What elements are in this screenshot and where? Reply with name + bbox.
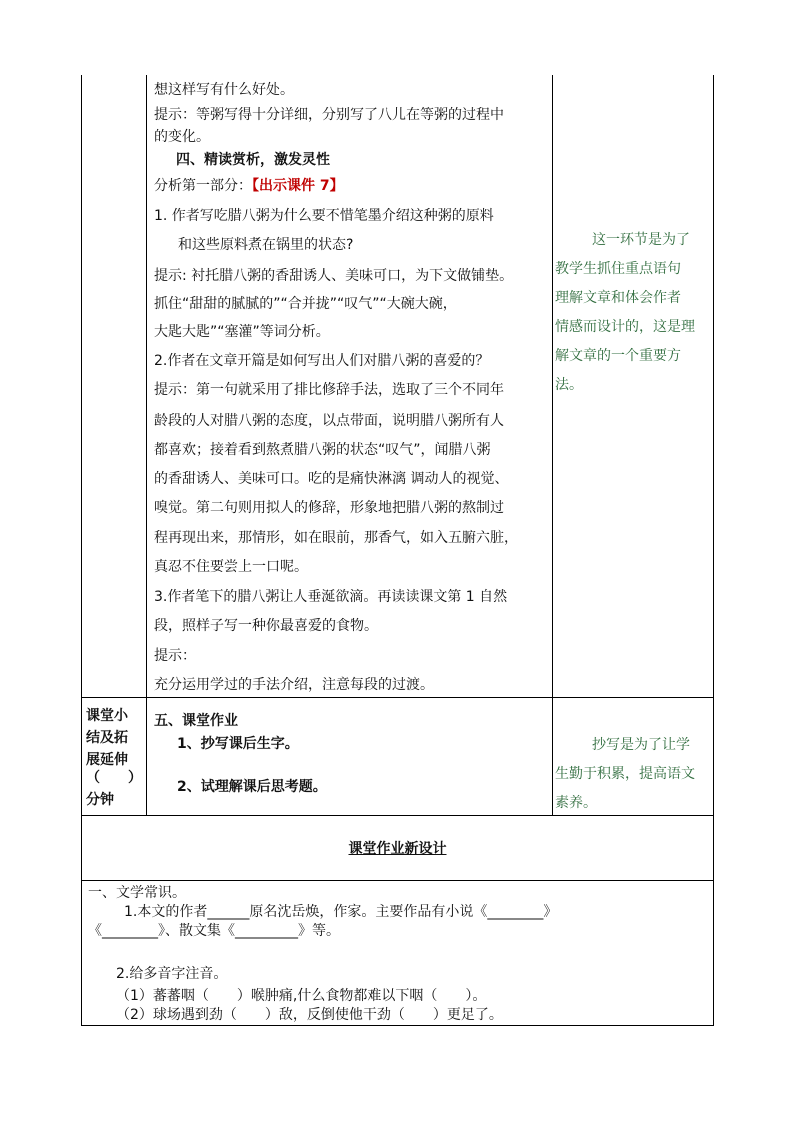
note-line: 法。 — [555, 377, 583, 393]
note-line: 解文章的一个重要方 — [555, 348, 681, 364]
hint-2-line: 龄段的人对腊八粥的态度，以点带面，说明腊八粥所有人 — [154, 413, 504, 429]
note-line: 教学生抓住重点语句 — [555, 261, 681, 277]
hint-2-line: 的香甜诱人、美味可口。吃的是痛快淋漓 调动人的视觉、 — [154, 471, 509, 487]
question-1-line: 和这些原料煮在锅里的状态? — [178, 237, 354, 253]
row-divider-2 — [81, 815, 714, 816]
hint-3-text: 充分运用学过的手法介绍，注意每段的过渡。 — [154, 677, 434, 693]
content-line: 想这样写有什么好处。 — [154, 82, 294, 98]
question-3-line: 3.作者笔下的腊八粥让人垂涎欲滴。再读读课文第 1 自然 — [154, 589, 508, 605]
section-5-heading: 五、课堂作业 — [154, 713, 238, 729]
col-divider-2 — [552, 75, 553, 816]
hint-2-line: 真忍不住要尝上一口呢。 — [154, 559, 308, 575]
homework-item-2: 2、试理解课后思考题。 — [177, 779, 327, 795]
summary-label-line: 结及拓 — [86, 730, 128, 746]
hint-2-line: 程再现出来，那情形，如在眼前，那香气，如入五腑六脏， — [154, 530, 518, 546]
homework-design-title: 课堂作业新设计 — [348, 841, 447, 857]
question-1-line: 1. 作者写吃腊八粥为什么要不惜笔墨介绍这种粥的原料 — [154, 208, 494, 224]
analysis-prefix: 分析第一部分： — [154, 178, 252, 194]
section-4-heading: 四、精读赏析，激发灵性 — [176, 152, 330, 168]
exercise-line: 1.本文的作者______原名沈岳焕，作家。主要作品有小说《________》 — [124, 904, 558, 920]
question-2: 2.作者在文章开篇是如何写出人们对腊八粥的喜爱的？ — [154, 353, 490, 369]
note-line: 生勤于积累，提高语文 — [555, 766, 695, 782]
homework-item-1: 1、抄写课后生字。 — [177, 736, 299, 752]
table-right-border — [713, 75, 714, 1026]
hint-1-line: 提示: 衬托腊八粥的香甜诱人、美味可口，为下文做铺垫。 — [154, 268, 514, 284]
note-line: 素养。 — [555, 795, 597, 811]
hint-1-line: 抓住“甜甜的腻腻的”“合并拢”“叹气”“大碗大碗， — [154, 296, 457, 312]
hint-2-line: 提示：第一句就采用了排比修辞手法，选取了三个不同年 — [154, 382, 504, 398]
analysis-line — [154, 176, 344, 196]
exercise-line: （1）蕃蕃咽（ ）喉肿痛,什么食物都难以下咽（ ）。 — [116, 988, 487, 1004]
exercise-line: （2）球场遇到劲（ ）敌，反倒使他干劲（ ）更足了。 — [116, 1007, 503, 1023]
table-bottom-border — [81, 1025, 714, 1026]
col-divider-1 — [146, 75, 147, 816]
note-line: 情感而设计的，这是理 — [555, 319, 695, 335]
note-line: 抄写是为了让学 — [592, 737, 690, 753]
summary-label-line: 展延伸 — [86, 752, 128, 768]
row-divider-1 — [81, 697, 714, 698]
hint-2-line: 嗅觉。第二句则用拟人的修辞，形象地把腊八粥的熬制过 — [154, 500, 504, 516]
question-3-line: 段，照样子写一种你最喜爱的食物。 — [154, 618, 378, 634]
courseware-tag: 【出示课件 7】 — [252, 178, 344, 194]
content-line: 的变化。 — [154, 129, 210, 145]
hint-2-line: 都喜欢；接着看到熬煮腊八粥的状态“叹气”，闻腊八粥 — [154, 442, 491, 458]
exercise-line: 2.给多音字注音。 — [116, 966, 228, 982]
summary-label-line: （ ） — [86, 770, 142, 786]
table-left-border — [81, 75, 82, 1026]
hint-1-line: 大匙大匙”“塞灌”等词分析。 — [154, 324, 330, 340]
hint-3-label: 提示： — [154, 648, 196, 664]
content-line: 提示：等粥写得十分详细，分别写了八儿在等粥的过程中 — [154, 107, 504, 123]
row-divider-3 — [81, 880, 714, 881]
summary-label-line: 分钟 — [86, 792, 114, 808]
note-line: 理解文章和体会作者 — [555, 290, 681, 306]
summary-label-line: 课堂小 — [86, 708, 128, 724]
exercise-line: 《________》、散文集《_________》等。 — [88, 923, 340, 939]
note-line: 这一环节是为了 — [592, 232, 690, 248]
exercise-line: 一、文学常识。 — [88, 885, 186, 901]
